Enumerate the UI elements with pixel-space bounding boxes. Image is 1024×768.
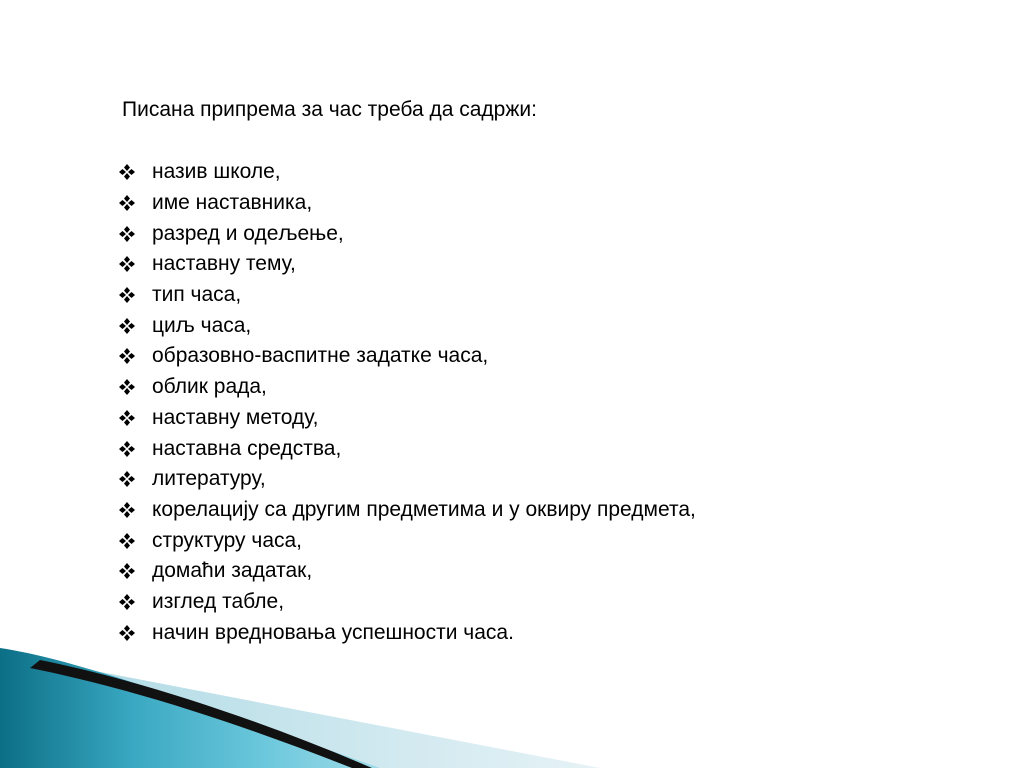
four-diamond-bullet-icon	[118, 593, 136, 611]
list-item	[118, 617, 696, 648]
list-item	[118, 464, 696, 495]
list-item	[118, 249, 696, 280]
wave-main-band	[0, 648, 380, 768]
wave-black-stripe	[30, 660, 372, 768]
four-diamond-bullet-icon	[118, 194, 136, 212]
list-item	[118, 556, 696, 587]
list-item-label: образовно-васпитне задатке часа,	[152, 344, 489, 368]
four-diamond-bullet-icon	[118, 409, 136, 427]
list-item	[118, 341, 696, 372]
four-diamond-bullet-icon	[118, 501, 136, 519]
four-diamond-bullet-icon	[118, 286, 136, 304]
list-item-label: циљ часа,	[152, 313, 252, 337]
list-item-label: корелацију са другим предметима и у оквиру предмета,	[152, 497, 696, 521]
four-diamond-bullet-icon	[118, 532, 136, 550]
four-diamond-bullet-icon	[118, 255, 136, 273]
list-item	[118, 280, 696, 311]
bullet-list	[118, 157, 696, 648]
list-item-label: наставну тему,	[152, 252, 296, 276]
list-item-label: начин вредновања успешности часа.	[152, 620, 514, 644]
list-item	[118, 310, 696, 341]
list-item-label: тип часа,	[152, 283, 242, 307]
four-diamond-bullet-icon	[118, 470, 136, 488]
four-diamond-bullet-icon	[118, 440, 136, 458]
list-item-label: облик рада,	[152, 375, 267, 399]
wave-pale-band	[80, 668, 600, 768]
list-item	[118, 403, 696, 434]
four-diamond-bullet-icon	[118, 225, 136, 243]
list-item	[118, 525, 696, 556]
list-item-label: име наставника,	[152, 191, 313, 215]
list-item-label: наставну методу,	[152, 405, 319, 429]
four-diamond-bullet-icon	[118, 624, 136, 642]
list-item-label: назив школе,	[152, 160, 281, 184]
list-item-label: изглед табле,	[152, 589, 285, 613]
four-diamond-bullet-icon	[118, 163, 136, 181]
list-item	[118, 433, 696, 464]
list-item-label: литературу,	[152, 467, 266, 491]
list-item-label: структуру часа,	[152, 528, 303, 552]
list-item	[118, 587, 696, 618]
list-item	[118, 157, 696, 188]
four-diamond-bullet-icon	[118, 317, 136, 335]
list-item	[118, 372, 696, 403]
list-item	[118, 218, 696, 249]
four-diamond-bullet-icon	[118, 562, 136, 580]
list-item-label: домаћи задатак,	[152, 559, 313, 583]
four-diamond-bullet-icon	[118, 378, 136, 396]
list-item-label: разред и одељење,	[152, 221, 344, 245]
four-diamond-bullet-icon	[118, 347, 136, 365]
intro-text: Писана припрема за час треба да садржи:	[122, 98, 537, 121]
list-item	[118, 495, 696, 526]
list-item-label: наставна средства,	[152, 436, 342, 460]
list-item	[118, 188, 696, 219]
